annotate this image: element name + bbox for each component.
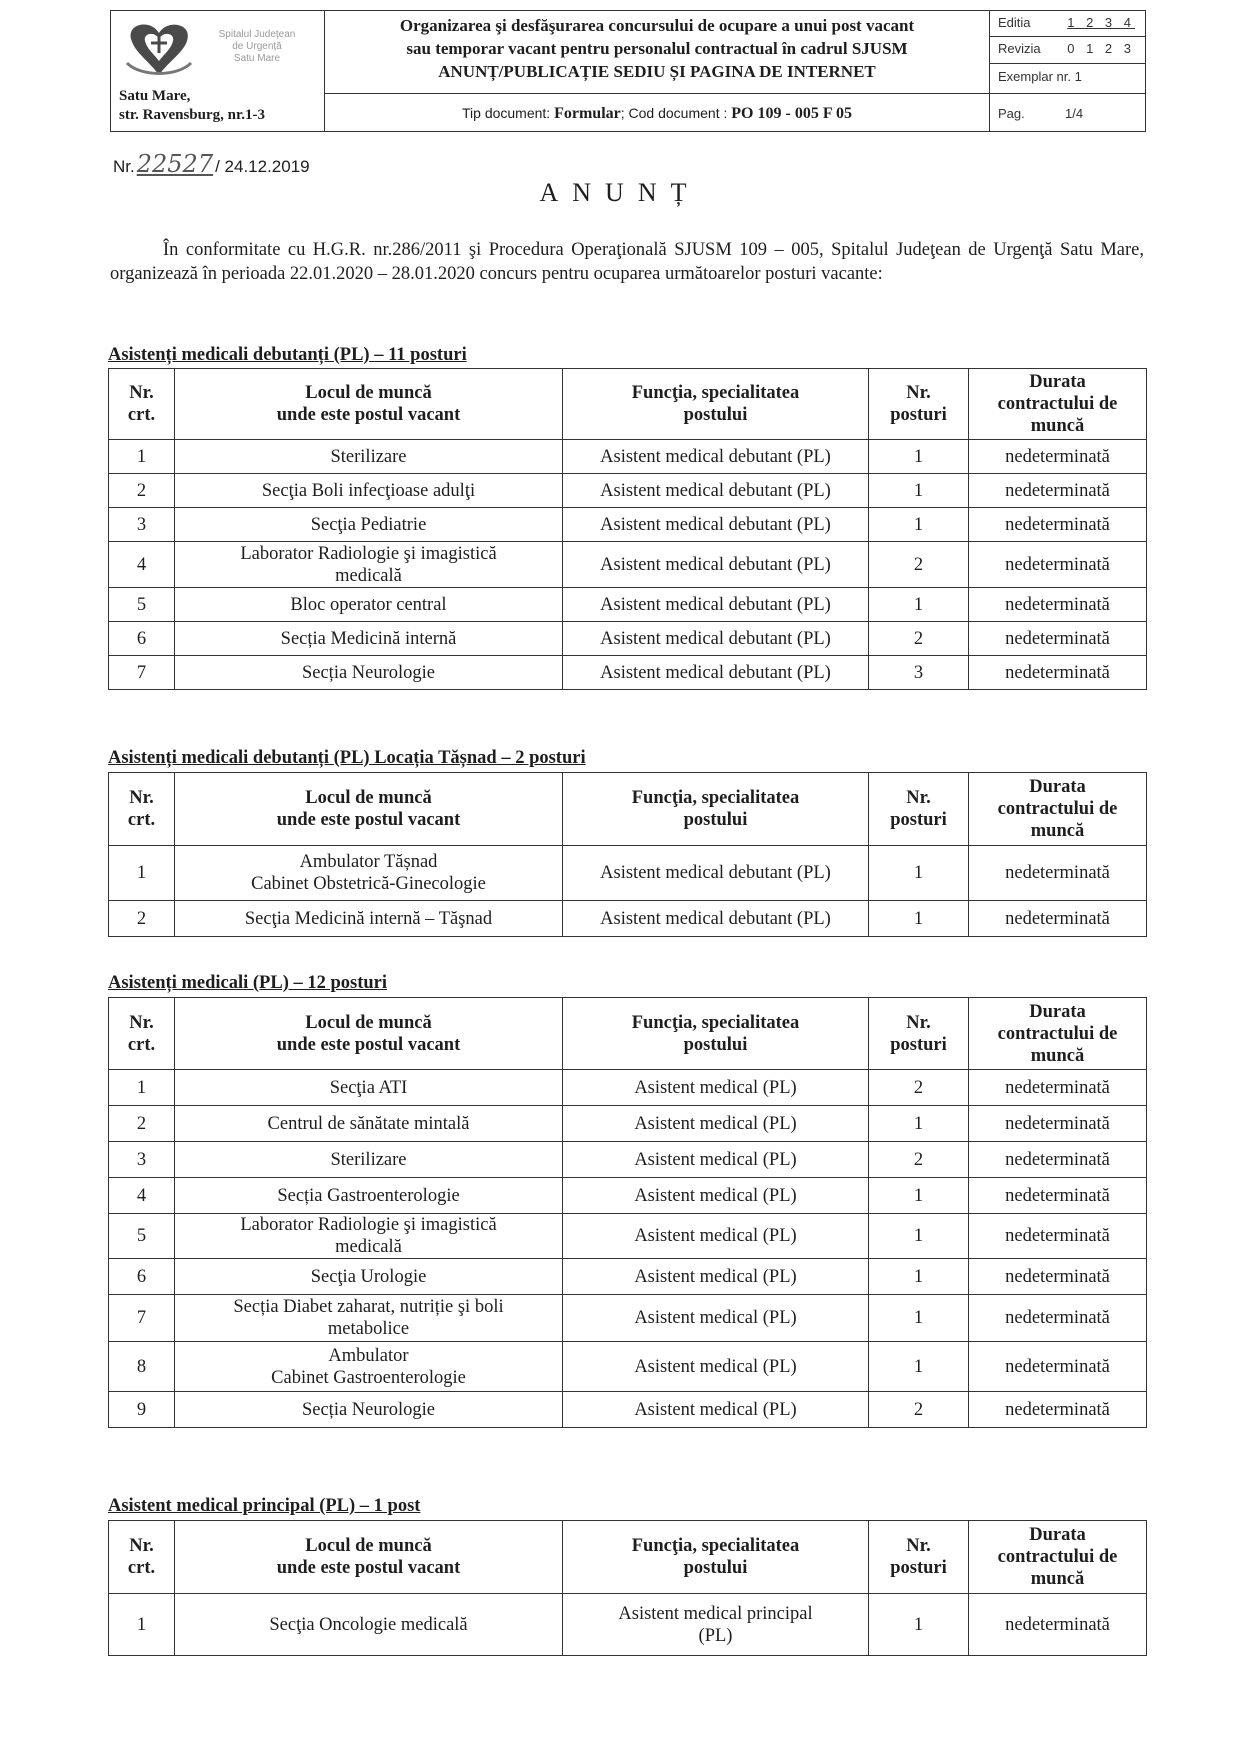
cell-durata: nedeterminată [969, 656, 1147, 690]
hospital-logo-icon [121, 19, 197, 87]
cell-line: Locul de muncă [305, 1536, 432, 1556]
header-title-line-3: ANUNȚ/PUBLICAȚIE SEDIU ȘI PAGINA DE INTERNET [438, 62, 876, 81]
cell-line: Centrul de sănătate mintală [267, 1113, 470, 1134]
table-row [109, 508, 1147, 542]
cell-durata: nedeterminată [969, 508, 1147, 542]
cell-functia [563, 1178, 869, 1214]
cell-loc [175, 901, 563, 937]
cell-line: Nr. [906, 1012, 931, 1033]
cell-line: Secția Gastroenterologie [277, 1185, 460, 1206]
table-row [109, 1106, 1147, 1142]
table-row [109, 1070, 1147, 1106]
cell-line: unde este postul vacant [276, 1034, 461, 1055]
column-header-posturi [869, 998, 969, 1070]
cell-loc [175, 1392, 563, 1428]
logo-text-line: Satu Mare [233, 53, 281, 64]
column-header-loc [175, 1521, 563, 1594]
cell-line: Locul de muncă [305, 1012, 432, 1033]
nr-handwritten: 22527 [136, 150, 214, 178]
cell-line: muncă [1030, 821, 1085, 841]
cell-line: Asistent medical (PL) [634, 1308, 797, 1328]
cell-loc [175, 440, 563, 474]
cell-posturi: 2 [869, 622, 969, 656]
cell-line: Secţia Urologie [310, 1266, 427, 1287]
cell-line: Nr. [906, 788, 931, 808]
cell-functia [563, 901, 869, 937]
vacancy-table [108, 772, 1147, 937]
table-row [109, 1392, 1147, 1428]
cell-nr: 8 [109, 1342, 175, 1392]
table-row [109, 846, 1147, 901]
cell-line: Cabinet Obstetrică-Ginecologie [251, 874, 486, 894]
cell-posturi: 1 [869, 1106, 969, 1142]
cell-line: Nr. [129, 1536, 154, 1556]
table-row [109, 622, 1147, 656]
header-edition-cell [989, 11, 1145, 131]
cell-loc [175, 656, 563, 690]
cell-line: Laborator Radiologie şi imagistică [240, 543, 497, 564]
column-header-posturi [869, 773, 969, 846]
cell-functia [563, 1070, 869, 1106]
cell-line: Secția Neurologie [301, 1399, 436, 1420]
revizia-label: Revizia [998, 41, 1041, 56]
section-title: Asistenți medicali debutanți (PL) – 11 posturi [108, 345, 467, 365]
header-title-cell [325, 11, 989, 131]
table-row [109, 1295, 1147, 1342]
cell-functia [563, 846, 869, 901]
cell-line: Asistent medical (PL) [634, 1399, 797, 1420]
section-title: Asistenți medicali debutanți (PL) Locația Tășnad – 2 posturi [108, 748, 586, 768]
cell-line: crt. [127, 1558, 156, 1578]
cell-nr: 1 [109, 1070, 175, 1106]
cell-line: medicală [335, 1237, 402, 1257]
column-header-nr [109, 1521, 175, 1594]
cell-durata: nedeterminată [969, 622, 1147, 656]
cell-posturi: 2 [869, 1392, 969, 1428]
cell-functia [563, 1106, 869, 1142]
cell-durata: nedeterminată [969, 1142, 1147, 1178]
cell-line: Funcţia, specialitatea [631, 383, 800, 403]
table-row [109, 1178, 1147, 1214]
section-title: Asistent medical principal (PL) – 1 post [108, 1496, 421, 1516]
cell-line: Asistent medical (PL) [634, 1266, 797, 1287]
cell-posturi: 1 [869, 846, 969, 901]
doc-type-value: Formular [554, 105, 621, 122]
table-row [109, 474, 1147, 508]
cell-functia [563, 622, 869, 656]
cell-nr: 4 [109, 1178, 175, 1214]
cell-line: Asistent medical debutant (PL) [600, 863, 831, 883]
cell-line: Funcţia, specialitatea [631, 1536, 800, 1556]
cell-line: Durata [1029, 777, 1086, 797]
cell-line: unde este postul vacant [276, 810, 461, 830]
address-city: Satu Mare, [119, 88, 191, 104]
cell-line: Asistent medical debutant (PL) [600, 514, 831, 535]
cell-line: Secţia Oncologie medicală [269, 1614, 468, 1635]
table-row [109, 1259, 1147, 1295]
column-header-durata [969, 369, 1147, 440]
page-number: 1/4 [1065, 106, 1084, 121]
cell-durata: nedeterminată [969, 846, 1147, 901]
cell-line: Nr. [906, 1536, 931, 1556]
cell-line: postului [683, 1034, 748, 1055]
table-row [109, 542, 1147, 588]
cell-line: crt. [127, 405, 156, 425]
cell-line: postului [683, 1558, 748, 1578]
cell-line: Asistent medical principal [618, 1603, 813, 1624]
cell-line: Durata [1029, 1525, 1086, 1545]
cell-durata: nedeterminată [969, 588, 1147, 622]
cell-line: Laborator Radiologie şi imagistică [240, 1215, 497, 1235]
cell-durata: nedeterminată [969, 1259, 1147, 1295]
cell-functia [563, 1295, 869, 1342]
revizia-value: 0 1 2 3 [1067, 41, 1135, 56]
cell-nr: 6 [109, 1259, 175, 1295]
cell-functia [563, 1392, 869, 1428]
document-header [110, 10, 1146, 132]
header-title-line-2: sau temporar vacant pentru personalul contractual în cadrul SJUSM [406, 39, 908, 58]
cell-line: (PL) [698, 1625, 733, 1646]
cell-line: muncă [1030, 1045, 1085, 1066]
cell-nr: 1 [109, 440, 175, 474]
cell-loc [175, 1342, 563, 1392]
cell-nr: 7 [109, 656, 175, 690]
table-header-row [109, 369, 1147, 440]
cell-line: Funcţia, specialitatea [631, 1012, 800, 1033]
cell-functia [563, 656, 869, 690]
table-row [109, 588, 1147, 622]
nr-prefix: Nr. [113, 157, 135, 176]
column-header-loc [175, 773, 563, 846]
column-header-nr [109, 773, 175, 846]
cell-nr: 2 [109, 474, 175, 508]
cell-line: Asistent medical debutant (PL) [600, 908, 831, 929]
table-header-row [109, 998, 1147, 1070]
cell-functia [563, 1259, 869, 1295]
cell-line: Asistent medical debutant (PL) [600, 628, 831, 649]
cell-loc [175, 1259, 563, 1295]
cell-loc [175, 1295, 563, 1342]
logo-text [201, 29, 313, 65]
cell-line: posturi [890, 1034, 947, 1055]
cell-nr: 5 [109, 588, 175, 622]
cell-line: Nr. [906, 383, 931, 403]
cell-nr: 6 [109, 622, 175, 656]
cell-loc [175, 542, 563, 588]
address-street: str. Ravensburg, nr.1-3 [119, 107, 265, 123]
cell-line: Durata [1029, 1001, 1086, 1022]
cell-loc [175, 474, 563, 508]
cell-line: Asistent medical (PL) [634, 1077, 797, 1098]
table-row [109, 656, 1147, 690]
cell-functia [563, 1142, 869, 1178]
hospital-address [119, 87, 265, 125]
vacancy-table [108, 368, 1147, 690]
intro-paragraph [110, 238, 1144, 286]
logo-text-line: de Urgență [232, 41, 282, 52]
cell-durata: nedeterminată [969, 1594, 1147, 1656]
cell-nr: 1 [109, 846, 175, 901]
cell-posturi: 1 [869, 1259, 969, 1295]
cell-durata: nedeterminată [969, 1392, 1147, 1428]
column-header-loc [175, 369, 563, 440]
table-row [109, 1594, 1147, 1656]
editia-value: 1 2 3 4 [1067, 15, 1135, 30]
cell-durata: nedeterminată [969, 901, 1147, 937]
cell-nr: 3 [109, 1142, 175, 1178]
logo-text-line: Spitalul Județean [218, 29, 296, 40]
column-header-loc [175, 998, 563, 1070]
cell-line: Locul de muncă [305, 383, 432, 403]
cell-line: Nr. [129, 383, 154, 403]
cell-loc [175, 1214, 563, 1259]
column-header-functia [563, 369, 869, 440]
cell-durata: nedeterminată [969, 1106, 1147, 1142]
cell-nr: 3 [109, 508, 175, 542]
cell-posturi: 2 [869, 1142, 969, 1178]
header-title-line-1: Organizarea şi desfăşurarea concursului de ocupare a unui post vacant [399, 16, 915, 35]
cell-line: crt. [127, 1034, 156, 1055]
cell-loc [175, 846, 563, 901]
registration-number [113, 150, 310, 178]
cell-line: Asistent medical (PL) [634, 1113, 797, 1134]
cell-line: Sterilizare [330, 1149, 407, 1170]
cell-durata: nedeterminată [969, 1178, 1147, 1214]
cell-functia [563, 1594, 869, 1656]
column-header-functia [563, 773, 869, 846]
cell-line: Secţia Pediatrie [310, 514, 427, 535]
cell-durata: nedeterminată [969, 440, 1147, 474]
cell-line: Nr. [129, 788, 154, 808]
cell-nr: 9 [109, 1392, 175, 1428]
column-header-posturi [869, 369, 969, 440]
cell-line: Asistent medical (PL) [634, 1185, 797, 1206]
cell-line: Durata [1029, 372, 1086, 392]
cell-posturi: 1 [869, 440, 969, 474]
cell-line: Cabinet Gastroenterologie [271, 1367, 466, 1388]
column-header-functia [563, 998, 869, 1070]
cell-line: Asistent medical debutant (PL) [600, 480, 831, 501]
header-logo-cell [111, 11, 325, 131]
cell-posturi: 1 [869, 1214, 969, 1259]
cell-posturi: 1 [869, 1342, 969, 1392]
cell-posturi: 1 [869, 588, 969, 622]
cell-line: Ambulator Tășnad [299, 852, 438, 872]
cell-loc [175, 1142, 563, 1178]
document-type-line [325, 105, 989, 123]
cell-line: Asistent medical (PL) [634, 1149, 797, 1170]
cell-line: Locul de muncă [305, 788, 432, 808]
cell-loc [175, 1106, 563, 1142]
cell-loc [175, 588, 563, 622]
cell-line: Asistent medical debutant (PL) [600, 594, 831, 615]
cell-line: contractului de [997, 1547, 1118, 1567]
cell-line: Secția Medicină internă [280, 628, 457, 649]
cell-functia [563, 508, 869, 542]
table-row [109, 901, 1147, 937]
cell-posturi: 1 [869, 1295, 969, 1342]
vacancy-table [108, 997, 1147, 1428]
column-header-durata [969, 1521, 1147, 1594]
cell-line: Asistent medical (PL) [634, 1226, 797, 1246]
page-title: ANUNȚ [539, 178, 701, 207]
nr-date: / 24.12.2019 [215, 157, 310, 176]
cell-loc [175, 1594, 563, 1656]
editia-label: Editia [998, 15, 1031, 30]
cell-line: muncă [1030, 1569, 1085, 1589]
cell-line: contractului de [997, 394, 1118, 414]
column-header-nr [109, 369, 175, 440]
cell-loc [175, 508, 563, 542]
cell-line: Asistent medical debutant (PL) [600, 662, 831, 683]
cell-nr: 5 [109, 1214, 175, 1259]
cell-line: Bloc operator central [290, 594, 447, 615]
table-header-row [109, 773, 1147, 846]
cell-functia [563, 474, 869, 508]
cell-loc [175, 1070, 563, 1106]
cell-functia [563, 1342, 869, 1392]
cell-posturi: 1 [869, 901, 969, 937]
cell-line: Secţia Medicină internă – Tăşnad [244, 908, 493, 929]
cell-posturi: 2 [869, 1070, 969, 1106]
cell-line: Secţia ATI [329, 1077, 408, 1098]
table-header-row [109, 1521, 1147, 1594]
table-row [109, 1142, 1147, 1178]
cell-line: postului [683, 810, 748, 830]
cell-line: Funcţia, specialitatea [631, 788, 800, 808]
cell-line: postului [683, 405, 748, 425]
cell-line: muncă [1030, 416, 1085, 436]
cell-nr: 1 [109, 1594, 175, 1656]
cell-line: Secția Neurologie [301, 662, 436, 683]
cell-durata: nedeterminată [969, 1070, 1147, 1106]
cell-durata: nedeterminată [969, 474, 1147, 508]
cell-line: posturi [890, 810, 947, 830]
cell-posturi: 2 [869, 542, 969, 588]
cell-line: Secţia Boli infecţioase adulţi [261, 480, 476, 501]
cell-line: Asistent medical debutant (PL) [600, 554, 831, 575]
cell-functia [563, 1214, 869, 1259]
cell-line: unde este postul vacant [276, 405, 461, 425]
cell-line: Nr. [129, 1012, 154, 1033]
cell-line: unde este postul vacant [276, 1558, 461, 1578]
cell-line: metabolice [327, 1319, 410, 1339]
cell-durata: nedeterminată [969, 542, 1147, 588]
cell-loc [175, 1178, 563, 1214]
cell-line: posturi [890, 405, 947, 425]
cell-line: contractului de [997, 799, 1118, 819]
cell-loc [175, 622, 563, 656]
cell-line: Sterilizare [330, 446, 407, 467]
cell-posturi: 1 [869, 508, 969, 542]
column-header-functia [563, 1521, 869, 1594]
table-row [109, 440, 1147, 474]
cell-functia [563, 588, 869, 622]
section-title: Asistenți medicali (PL) – 12 posturi [108, 973, 388, 993]
cell-durata: nedeterminată [969, 1214, 1147, 1259]
cell-nr: 2 [109, 901, 175, 937]
cell-line: Asistent medical (PL) [634, 1356, 797, 1377]
cell-line: crt. [127, 810, 156, 830]
page-label: Pag. [998, 106, 1025, 121]
doc-code-label: ; Cod document : [620, 105, 732, 121]
column-header-durata [969, 773, 1147, 846]
cell-nr: 7 [109, 1295, 175, 1342]
cell-line: medicală [335, 565, 402, 586]
cell-nr: 2 [109, 1106, 175, 1142]
exemplar-number: Exemplar nr. 1 [998, 69, 1082, 84]
cell-line: Asistent medical debutant (PL) [600, 446, 831, 467]
cell-line: Secția Diabet zaharat, nutriție şi boli [233, 1297, 504, 1317]
column-header-nr [109, 998, 175, 1070]
cell-line: contractului de [997, 1023, 1118, 1044]
intro-text: În conformitate cu H.G.R. nr.286/2011 şi Procedura Operaţională SJUSM 109 – 005, Spitalul Judeţean de Urgenţă Satu Mare, organizează în perioada 22.01.2020 – 28.01.2020 concurs pentru ocuparea următoarelor posturi vacante: [110, 240, 1144, 284]
cell-nr: 4 [109, 542, 175, 588]
cell-posturi: 1 [869, 474, 969, 508]
cell-functia [563, 542, 869, 588]
cell-durata: nedeterminată [969, 1295, 1147, 1342]
vacancy-table [108, 1520, 1147, 1656]
table-row [109, 1342, 1147, 1392]
doc-code-value: PO 109 - 005 F 05 [731, 105, 852, 122]
doc-type-label: Tip document: [462, 105, 555, 121]
column-header-durata [969, 998, 1147, 1070]
column-header-posturi [869, 1521, 969, 1594]
cell-functia [563, 440, 869, 474]
cell-line: Ambulator [328, 1345, 409, 1366]
table-row [109, 1214, 1147, 1259]
cell-line: posturi [890, 1558, 947, 1578]
cell-posturi: 3 [869, 656, 969, 690]
cell-posturi: 1 [869, 1594, 969, 1656]
cell-durata: nedeterminată [969, 1342, 1147, 1392]
cell-posturi: 1 [869, 1178, 969, 1214]
